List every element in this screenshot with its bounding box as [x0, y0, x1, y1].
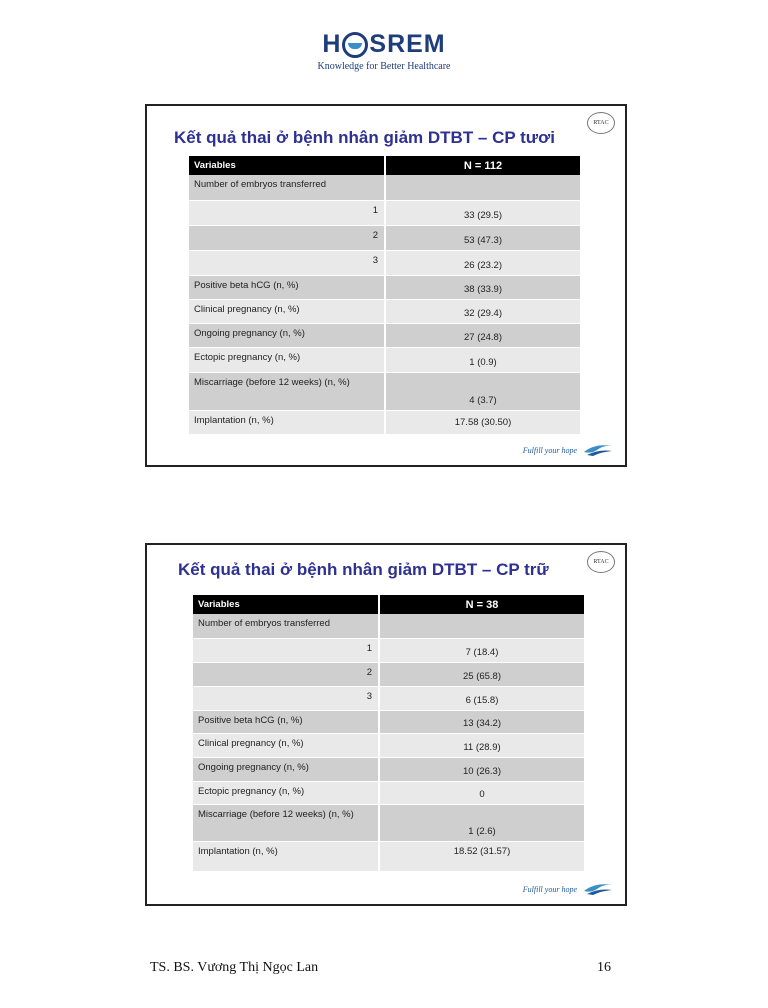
row-label: 3: [189, 250, 385, 275]
slogan: [523, 443, 613, 457]
row-label: Clinical pregnancy (n, %): [193, 733, 379, 757]
row-label: Clinical pregnancy (n, %): [189, 299, 385, 323]
table-row: [193, 686, 585, 710]
slide-title: Kết quả thai ở bệnh nhân giảm DTBT – CP tươi: [174, 128, 555, 147]
wave-logo-icon: [583, 443, 613, 457]
row-label: 1: [189, 200, 385, 225]
row-label: Number of embryos transferred: [189, 175, 385, 200]
row-value: 11 (28.9): [379, 733, 585, 757]
table-row: [189, 225, 581, 250]
row-label: Positive beta hCG (n, %): [189, 275, 385, 299]
logo-text-right: SREM: [369, 30, 446, 58]
row-value: 26 (23.2): [385, 250, 581, 275]
rtac-seal: RTAC: [587, 551, 615, 573]
table-row: [189, 410, 581, 434]
table-row: [193, 781, 585, 804]
table-row: [193, 614, 585, 638]
row-value: 1 (2.6): [379, 804, 585, 841]
table-row: [193, 638, 585, 662]
wave-logo-icon: [583, 882, 613, 896]
table-row: [189, 323, 581, 347]
table-row: [193, 757, 585, 781]
column-header-n: N = 112: [385, 156, 581, 175]
row-value: 33 (29.5): [385, 200, 581, 225]
column-header-n: N = 38: [379, 595, 585, 614]
row-value: 32 (29.4): [385, 299, 581, 323]
slogan-text: Fulfill your hope: [522, 445, 577, 455]
row-label: Positive beta hCG (n, %): [193, 710, 379, 733]
row-label: Ectopic pregnancy (n, %): [189, 347, 385, 372]
slogan-text: Fulfill your hope: [522, 884, 577, 894]
row-value: [385, 175, 581, 200]
row-value: 4 (3.7): [385, 372, 581, 410]
slide-fresh-transfer: [145, 104, 627, 467]
results-table: [193, 595, 586, 872]
table-row: [189, 250, 581, 275]
slogan: [523, 882, 613, 896]
table-row: [189, 175, 581, 200]
row-label: Ongoing pregnancy (n, %): [189, 323, 385, 347]
column-header-variables: Variables: [193, 595, 379, 614]
table-row: [193, 841, 585, 871]
row-label: Implantation (n, %): [189, 410, 385, 434]
row-value: 7 (18.4): [379, 638, 585, 662]
logo-text-left: H: [322, 30, 342, 58]
row-value: 53 (47.3): [385, 225, 581, 250]
row-label: 2: [193, 662, 379, 686]
results-table: [189, 156, 582, 435]
table-row: [193, 710, 585, 733]
row-value: 6 (15.8): [379, 686, 585, 710]
row-value: 25 (65.8): [379, 662, 585, 686]
row-value: 10 (26.3): [379, 757, 585, 781]
row-label: 3: [193, 686, 379, 710]
table-header-row: [189, 156, 581, 175]
row-value: 27 (24.8): [385, 323, 581, 347]
row-label: Number of embryos transferred: [193, 614, 379, 638]
row-value: 18.52 (31.57): [379, 841, 585, 871]
row-label: 1: [193, 638, 379, 662]
table-row: [189, 200, 581, 225]
table-row: [193, 662, 585, 686]
row-label: Implantation (n, %): [193, 841, 379, 871]
column-header-variables: Variables: [189, 156, 385, 175]
hosrem-header: [0, 30, 768, 72]
table-row: [189, 275, 581, 299]
table-header-row: [193, 595, 585, 614]
page-number: 16: [597, 960, 611, 975]
row-label: Miscarriage (before 12 weeks) (n, %): [189, 372, 385, 410]
rtac-seal: RTAC: [587, 112, 615, 134]
row-value: 13 (34.2): [379, 710, 585, 733]
footer-author: TS. BS. Vương Thị Ngọc Lan: [150, 960, 319, 975]
table-row: [189, 299, 581, 323]
row-label: Miscarriage (before 12 weeks) (n, %): [193, 804, 379, 841]
hosrem-logo: [322, 30, 445, 59]
table-row: [189, 347, 581, 372]
row-label: Ongoing pregnancy (n, %): [193, 757, 379, 781]
row-label: Ectopic pregnancy (n, %): [193, 781, 379, 804]
table-row: [193, 733, 585, 757]
slide-frozen-transfer: [145, 543, 627, 906]
table-row: [189, 372, 581, 410]
row-value: 0: [379, 781, 585, 804]
table-row: [193, 804, 585, 841]
row-value: [379, 614, 585, 638]
slide-title: Kết quả thai ở bệnh nhân giảm DTBT – CP trữ: [178, 560, 549, 579]
row-value: 17.58 (30.50): [385, 410, 581, 434]
tagline: Knowledge for Better Healthcare: [317, 61, 451, 72]
row-label: 2: [189, 225, 385, 250]
row-value: 38 (33.9): [385, 275, 581, 299]
globe-icon: [342, 32, 368, 58]
row-value: 1 (0.9): [385, 347, 581, 372]
